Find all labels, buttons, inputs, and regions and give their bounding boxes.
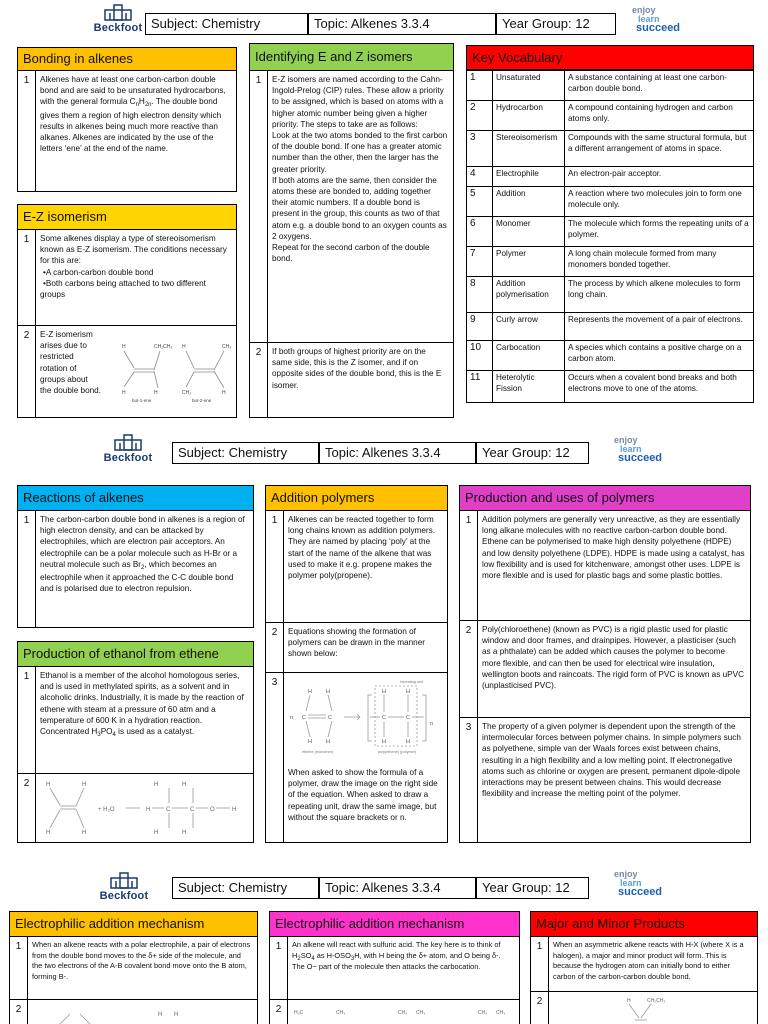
identify-text-1: E-Z isomers are named according to the Cahn-Ingold-Prelog (CIP) rules. These allow a priority to be assigned, which is based on atoms with a higher atomic number being given a higher priority. The steps to take are as follows: Look at the two atoms bonded to the first carbon of the double bond. If one has a greater atomic number than the other, then the larger has the greater priority. If both atoms are the same, then consider the atoms these are bonded to, adding together their atomic numbers. If a double bond is present in the group, this counts as two of that atom e.g. a double bond to an oxygen counts as 2 oxygens. Repeat for the second carbon of the double bond. <box>272 75 448 264</box>
bonding-row <box>17 71 237 192</box>
table-row: 11 Heterolytic Fission Occurs when a covalent bond breaks and both electrons move to one of the atoms. <box>467 371 754 403</box>
section-title-mech2: Electrophilic addition mechanism <box>269 911 520 937</box>
svg-text:H: H <box>406 739 410 745</box>
diagram-label: poly(ethene) (polymer) <box>378 750 417 754</box>
uses-row-3 <box>459 718 751 843</box>
section-title-bonding: Bonding in alkenes <box>17 47 237 71</box>
uses-row-2 <box>459 621 751 718</box>
ez-row-1 <box>17 230 237 326</box>
hydration-diagram <box>42 778 250 838</box>
svg-text:H: H <box>82 782 87 788</box>
crest-icon <box>107 872 141 890</box>
row-number: 2 <box>18 774 36 842</box>
svg-text:H: H <box>627 998 631 1004</box>
svg-text:CH₃: CH₃ <box>478 1010 488 1016</box>
svg-text:C: C <box>382 715 386 721</box>
crest-icon <box>101 4 135 22</box>
svg-text:H₃C: H₃C <box>294 1010 304 1016</box>
school-logo <box>98 434 158 464</box>
year-label: Year Group: 12 <box>476 442 589 464</box>
mechanism-diagram <box>292 1006 512 1024</box>
slogan-logo: enjoy learn succeed <box>632 5 681 34</box>
ez-intro: Some alkenes display a type of stereoisomerism known as E-Z isomerism. The conditions necessary for this are: <box>40 234 227 266</box>
mech1-text: When an alkene reacts with a polar electrophile, a pair of electrons from the double bond moves to the δ+ side of the molecule, and the two electrons of the A-B covalent bond move onto the B atom, forming B-. <box>32 940 251 981</box>
section-title-ez: E-Z isomerism <box>17 204 237 230</box>
svg-text:C: C <box>190 807 195 813</box>
row-number: 1 <box>531 937 549 991</box>
vocab-table <box>466 70 754 403</box>
svg-text:CH₃: CH₃ <box>336 1010 346 1016</box>
ez-isomer-diagram <box>114 342 236 404</box>
diagram-label: but-1-ene <box>132 398 152 403</box>
row-number: 2 <box>266 623 284 672</box>
section-title-mech1: Electrophilic addition mechanism <box>9 911 258 937</box>
subject-label: Subject: Chemistry <box>172 877 319 899</box>
svg-text:H: H <box>382 689 386 695</box>
school-name: Beckfoot <box>93 22 143 34</box>
diagram-label: repeating unit <box>400 680 424 684</box>
row-number: 3 <box>460 718 478 842</box>
svg-text:H: H <box>182 782 187 788</box>
year-label: Year Group: 12 <box>476 877 589 899</box>
section-title-products: Major and Minor Products <box>530 911 758 937</box>
svg-text:H: H <box>182 830 187 836</box>
subject-label: Subject: Chemistry <box>172 442 319 464</box>
table-row: 10 Carbocation A species which contains a positive charge on a carbon atom. <box>467 341 754 371</box>
slogan-logo: enjoy learn succeed <box>614 869 663 898</box>
svg-text:CH₃: CH₃ <box>416 1010 426 1016</box>
year-label: Year Group: 12 <box>496 13 616 35</box>
svg-text:H: H <box>122 344 126 350</box>
svg-text:CH₃: CH₃ <box>222 344 232 350</box>
svg-text:H: H <box>46 830 51 836</box>
svg-text:C: C <box>166 807 171 813</box>
polymerisation-diagram <box>288 677 444 759</box>
svg-text:n: n <box>430 721 434 727</box>
ez-text-2: E-Z isomerism arises due to restricted rotation of groups about the double bond. <box>40 330 102 396</box>
svg-text:+ H₂O: + H₂O <box>98 807 115 813</box>
section-title-uses: Production and uses of polymers <box>459 485 751 511</box>
table-row: 1 Unsaturated A substance containing at least one carbon-carbon double bond. <box>467 71 754 101</box>
row-number: 1 <box>270 937 288 999</box>
topic-label: Topic: Alkenes 3.3.4 <box>319 442 476 464</box>
crest-icon <box>111 434 145 452</box>
subject-label: Subject: Chemistry <box>145 13 308 35</box>
svg-text:H: H <box>146 807 151 813</box>
mech1-row-2 <box>9 1000 258 1024</box>
school-logo <box>94 872 154 902</box>
table-row: 5 Addition A reaction where two molecules join to form one molecule only. <box>467 187 754 217</box>
svg-text:H: H <box>154 390 158 396</box>
svg-text:H: H <box>46 782 51 788</box>
svg-text:H: H <box>222 390 226 396</box>
row-number: 3 <box>266 673 284 842</box>
row-number: 2 <box>460 621 478 717</box>
ez-text-1 <box>38 233 234 300</box>
diagram-label: but-2-ene <box>192 398 212 403</box>
mechanism-diagram <box>50 1006 210 1024</box>
svg-text:C: C <box>302 715 306 721</box>
svg-text:H: H <box>406 689 410 695</box>
uses-text-2: Poly(chloroethene) (known as PVC) is a rigid plastic used for plastic window and door frames, and drainpipes. However, a plasticiser (such as a phthalate) can be added which causes the polymer to become more flexible, and can then be used for electrical wire insulation, wellington boots and raincoats. The rigid form of PVC is known as uPVC (unplasticised PVC). <box>482 625 744 691</box>
mech2-row-1 <box>269 937 520 1000</box>
addpoly-row-1 <box>265 511 448 623</box>
uses-row-1 <box>459 511 751 621</box>
addpoly-text-3: When asked to show the formula of a polymer, draw the image on the right side of the equation. When asked to draw a repeating unit, draw the same image, but without the square brackets or n. <box>288 768 438 822</box>
reactions-text: The carbon-carbon double bond in alkenes is a region of high electron density, and can be attacked by electrophiles, which are electron pair acceptors. An electrophile can be a polar molecule such as H-Br or a neutral molecule such as $Br_2$, which becomes an electrophile when it approached the C-C double bond and is polarised due to electron repulsion. <box>40 515 245 594</box>
svg-text:H: H <box>82 830 87 836</box>
svg-text:H: H <box>326 689 330 695</box>
svg-text:H: H <box>326 739 330 745</box>
ez-conditions-list <box>40 267 231 301</box>
school-logo <box>88 4 148 34</box>
list-item: • A carbon-carbon double bond <box>40 267 231 278</box>
table-row: 4 Electrophile An electron-pair acceptor. <box>467 167 754 187</box>
addpoly-text-1: Alkenes can be reacted together to form long chains known as addition polymers. They are named by placing ‘poly’ at the start of the name of the alkene that was used to make it e.g. propene makes the polymer poly(propene). <box>288 515 436 581</box>
table-row: 8 Addition polymerisation The process by which alkene molecules to form long chain. <box>467 277 754 313</box>
list-item: • Both carbons being attached to two different groups <box>40 278 231 300</box>
section-title-identify: Identifying E and Z isomers <box>249 43 454 71</box>
ethanol-row-1 <box>17 667 254 774</box>
svg-text:H: H <box>182 344 186 350</box>
svg-text:H: H <box>382 739 386 745</box>
row-number: 1 <box>18 511 36 627</box>
row-number: 2 <box>250 343 268 417</box>
section-title-vocab: Key Vocabulary <box>466 45 754 70</box>
svg-text:H: H <box>308 689 312 695</box>
products-row-1 <box>530 937 758 992</box>
ethanol-text: Ethanol is a member of the alcohol homologous series, and is used in methylated spirits, as a solvent and in alcoholic drinks. Industrially, it is made by the reaction of ethene with steam at a pressure of 60 atm and a temperature of 600 K in a hydration reaction. Concentrated $H_3PO_4$ is used as a catalyst. <box>40 671 244 739</box>
school-name: Beckfoot <box>103 452 153 464</box>
mech2-row-2 <box>269 1000 520 1024</box>
row-number: 1 <box>10 937 28 999</box>
row-number: 2 <box>10 1000 28 1024</box>
table-row: 3 Stereoisomerism Compounds with the same structural formula, but a different arrangement of atoms in space. <box>467 131 754 167</box>
svg-text:C: C <box>328 715 332 721</box>
svg-text:H: H <box>308 739 312 745</box>
svg-text:CH₂CH₃: CH₂CH₃ <box>647 998 666 1004</box>
products-text: When an asymmetric alkene reacts with H-X (where X is a halogen), a major and minor product will form. This is because the hydrogen atom can initially bond to either carbon of the carbon-carbon double bond. <box>553 940 744 981</box>
svg-text:n: n <box>290 715 294 721</box>
svg-text:H: H <box>122 390 126 396</box>
addpoly-row-2 <box>265 623 448 673</box>
diagram-label: ethene (monomer) <box>302 750 334 754</box>
products-row-2 <box>530 992 758 1024</box>
row-number: 2 <box>531 992 549 1024</box>
section-title-ethanol: Production of ethanol from ethene <box>17 641 254 667</box>
row-number: 2 <box>18 326 36 417</box>
svg-text:C: C <box>406 715 410 721</box>
svg-text:CH₃: CH₃ <box>398 1010 408 1016</box>
table-row: 9 Curly arrow Represents the movement of a pair of electrons. <box>467 313 754 341</box>
svg-text:H: H <box>174 1012 179 1018</box>
mech2-text: An alkene will react with sulfuric acid. The key here is to think of $H_2SO_4$ as $H-OSO_3H$, with H being the δ+ atom, and O being δ-. The O− part of the molecule then attacks the carbocation. <box>292 940 501 971</box>
table-row: 7 Polymer A long chain molecule formed from many monomers bonded together. <box>467 247 754 277</box>
row-number: 1 <box>266 511 284 622</box>
svg-text:CH₃: CH₃ <box>182 390 192 396</box>
svg-text:O: O <box>210 807 215 813</box>
uses-text-3: The property of a given polymer is dependent upon the strength of the intermolecular forces between polymer chains. In simple polymers such as polyethene, simple van der Waals forces exist between chains, resulting in a high flexibility and a low melting point. If electronegative atoms such as chlorine or oxygen are present, permanent dipole-dipole interactions may be present between chains. This would decrease flexibility and increase the melting point of the polymer. <box>482 722 741 799</box>
ez-row-2 <box>17 326 237 418</box>
uses-text-1: Addition polymers are generally very unreactive, as they are essentially long alkane molecules with no reactive carbon-carbon double bond. Ethene can be polymerised to make high density polyethene (HDPE) and low density polyethene (LDPE). HDPE is made using a catalyst, has low flexibility and is used for kitchenware, amongst other uses. LDPE is more flexible and is used for plastic bags and some plastic bottles. <box>482 515 745 581</box>
row-number: 1 <box>18 230 36 325</box>
row-number: 1 <box>250 71 268 342</box>
svg-text:H: H <box>154 782 159 788</box>
section-title-reactions: Reactions of alkenes <box>17 485 254 511</box>
reactions-row <box>17 511 254 628</box>
slogan-logo: enjoy learn succeed <box>614 435 663 464</box>
row-number: 1 <box>18 71 36 191</box>
section-title-addpoly: Addition polymers <box>265 485 448 511</box>
table-row: 2 Hydrocarbon A compound containing hydrogen and carbon atoms only. <box>467 101 754 131</box>
row-number: 1 <box>460 511 478 620</box>
svg-text:H: H <box>232 807 237 813</box>
alkene-diagram <box>617 994 697 1024</box>
mech1-row-1 <box>9 937 258 1000</box>
school-name: Beckfoot <box>99 890 149 902</box>
svg-text:CH₂CH₃: CH₂CH₃ <box>154 344 173 350</box>
bonding-text: Alkenes have at least one carbon-carbon double bond and are said to be unsaturated hydrocarbons, with the general formula $C_nH_{2n}$. The double bond gives them a region of high electron density which results in alkenes being much more reactive than alkanes. Alkenes are indicated by the use of the letters ‘ene’ at the end of the name. <box>40 75 226 154</box>
identify-row-1 <box>249 71 454 343</box>
addpoly-text-2: Equations showing the formation of polymers can be drawn in the manner shown below: <box>288 627 425 659</box>
svg-text:H: H <box>154 830 159 836</box>
identify-text-2: If both groups of highest priority are on the same side, this is the Z isomer, and if on opposite sides of the double bond, this is the E isomer. <box>272 347 442 390</box>
table-row: 6 Monomer The molecule which forms the repeating units of a polymer. <box>467 217 754 247</box>
topic-label: Topic: Alkenes 3.3.4 <box>319 877 476 899</box>
ethanol-row-2 <box>17 774 254 843</box>
row-number: 1 <box>18 667 36 773</box>
topic-label: Topic: Alkenes 3.3.4 <box>308 13 496 35</box>
svg-text:H: H <box>158 1012 163 1018</box>
svg-text:CH₃: CH₃ <box>496 1010 506 1016</box>
identify-row-2 <box>249 343 454 418</box>
row-number: 2 <box>270 1000 288 1024</box>
addpoly-row-3 <box>265 673 448 843</box>
